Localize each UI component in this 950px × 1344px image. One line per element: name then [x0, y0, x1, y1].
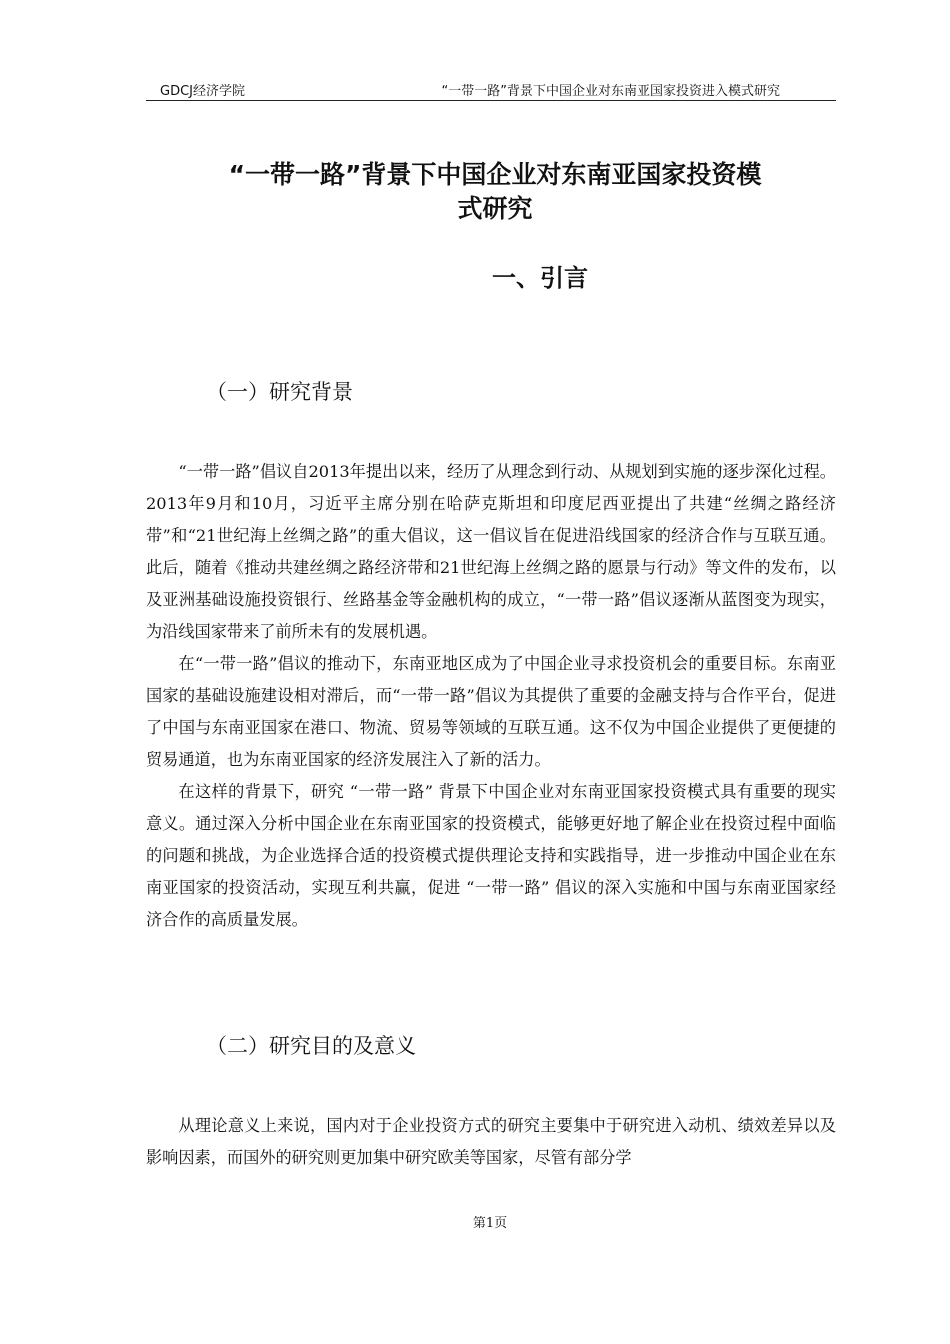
- paragraph: 从理论意义上来说，国内对于企业投资方式的研究主要集中于研究进入动机、绩效差异以及影响因素，而国外的研究则更加集中研究欧美等国家，尽管有部分学: [146, 1116, 836, 1167]
- subsection-heading-background: （一）研究背景: [206, 380, 353, 404]
- background-body: [146, 456, 836, 936]
- page-number: 第1页: [472, 1216, 508, 1231]
- header-institution: GDCJ经济学院: [160, 84, 245, 99]
- paragraph: “一带一路”倡议自2013年提出以来，经历了从理念到行动、从规划到实施的逐步深化过程。2013年9月和10月，习近平主席分别在哈萨克斯坦和印度尼西亚提出了共建“丝绸之路经济带”和“21世纪海上丝绸之路”的重大倡议，这一倡议旨在促进沿线国家的经济合作与互联互通。此后，随着《推动共建丝绸之路经济带和21世纪海上丝绸之路的愿景与行动》等文件的发布，以及亚洲基础设施投资银行、丝路基金等金融机构的成立，“一带一路”倡议逐渐从蓝图变为现实，为沿线国家带来了前所未有的发展机遇。: [146, 462, 836, 641]
- paragraph: 在这样的背景下，研究 “一带一路” 背景下中国企业对东南亚国家投资模式具有重要的现实意义。通过深入分析中国企业在东南亚国家的投资模式，能够更好地了解企业在投资过程中面临的问题和挑战，为企业选择合适的投资模式提供理论支持和实践指导，进一步推动中国企业在东南亚国家的投资活动，实现互利共赢，促进 “一带一路” 倡议的深入实施和中国与东南亚国家经济合作的高质量发展。: [146, 782, 836, 929]
- page-header: [146, 78, 836, 101]
- section-heading-introduction: 一、引言: [492, 264, 588, 292]
- title-line-1: “一带一路”背景下中国企业对东南亚国家投资模: [228, 160, 762, 189]
- document-title: [150, 158, 840, 226]
- title-line-2: 式研究: [457, 194, 533, 223]
- paragraph: 在“一带一路”倡议的推动下，东南亚地区成为了中国企业寻求投资机会的重要目标。东南亚国家的基础设施建设相对滞后，而“一带一路”倡议为其提供了重要的金融支持与合作平台，促进了中国与东南亚国家在港口、物流、贸易等领域的互联互通。这不仅为中国企业提供了更便捷的贸易通道，也为东南亚国家的经济发展注入了新的活力。: [146, 654, 836, 769]
- subsection-heading-purpose: （二）研究目的及意义: [206, 1034, 416, 1058]
- purpose-body: [146, 1110, 836, 1174]
- header-running-title: “一带一路”背景下中国企业对东南亚国家投资进入模式研究: [441, 84, 780, 99]
